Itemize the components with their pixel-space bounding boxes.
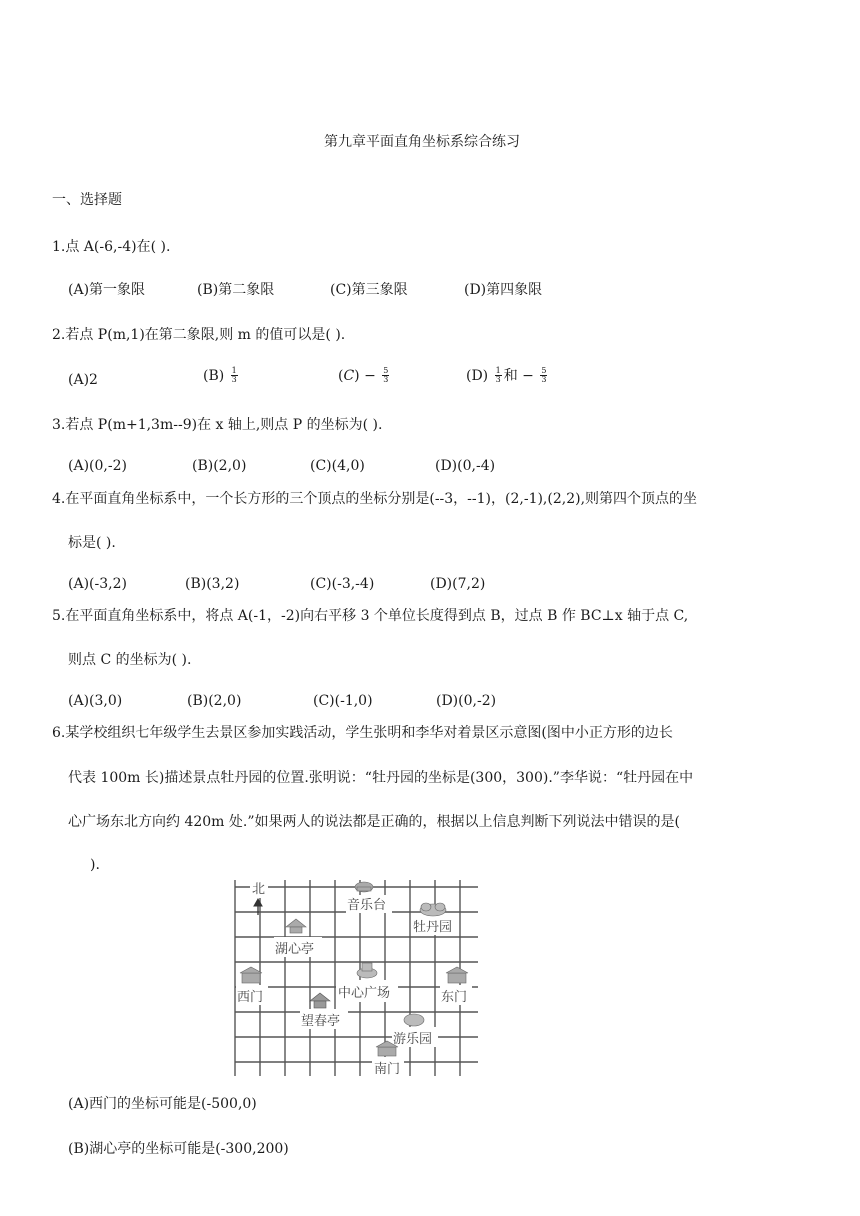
q3-option-a: (A)(0,-2) [68, 458, 127, 474]
q2-option-b [203, 367, 240, 385]
question-3-stem: 3.若点 P(m+1,3m--9)在 x 轴上,则点 P 的坐标为( ). [52, 417, 383, 433]
map-label-amusement-park: 游乐园 [393, 1032, 433, 1047]
question-6-stem-line-3: 心广场东北方向约 420m 处.”如果两人的说法都是正确的，根据以上信息判断下列说法中错误的是( [68, 814, 680, 830]
map-label-lake-pavilion: 湖心亭 [275, 942, 315, 957]
question-6-stem-line-2: 代表 100m 长)描述景点牡丹园的位置.张明说：“牡丹园的坐标是(300，300).”李华说：“牡丹园在中 [68, 770, 694, 786]
q4-option-c: (C)(-3,-4) [310, 576, 375, 592]
west-gate-icon [240, 967, 262, 983]
question-5-stem-line-1: 5.在平面直角坐标系中，将点 A(-1，-2)向右平移 3 个单位长度得到点 B，过点 B 作 BC⊥x 轴于点 C, [52, 608, 689, 624]
fraction-numerator: 1 [495, 366, 501, 375]
q6-option-a: (A)西门的坐标可能是(-500,0) [68, 1096, 257, 1112]
wangchun-pavilion-icon [310, 993, 330, 1008]
fraction-denominator: 3 [541, 375, 547, 385]
question-5-stem-line-2: 则点 C 的坐标为( ). [68, 652, 192, 668]
map-label-south-gate: 南门 [374, 1062, 401, 1077]
map-label-central-square: 中心广场 [338, 986, 391, 1001]
q4-option-a: (A)(-3,2) [68, 576, 127, 592]
q5-option-b: (B)(2,0) [187, 693, 242, 709]
map-label-wangchun-pavilion: 望春亭 [301, 1014, 341, 1029]
east-gate-icon [446, 967, 468, 983]
question-2-stem: 2.若点 P(m,1)在第二象限,则 m 的值可以是( ). [52, 327, 346, 343]
fraction-denominator: 3 [495, 375, 501, 385]
question-1-stem: 1.点 A(-6,-4)在( ). [52, 239, 171, 255]
question-4-stem-line-2: 标是( ). [68, 535, 116, 551]
page-title: 第九章平面直角坐标系综合练习 [324, 134, 520, 150]
music-stage-icon [355, 882, 373, 892]
q2-option-b-label: (B) [203, 367, 225, 384]
q3-option-c: (C)(4,0) [310, 458, 365, 474]
q2-option-d-fraction-2 [540, 367, 547, 385]
q2-option-c-label: (𝐶) − [338, 367, 376, 384]
q1-option-d: (D)第四象限 [464, 282, 543, 298]
q4-option-d: (D)(7,2) [430, 576, 486, 592]
q2-option-d [466, 367, 549, 385]
q4-option-b: (B)(3,2) [185, 576, 240, 592]
fraction-denominator: 3 [383, 375, 389, 385]
question-4-stem-line-1: 4.在平面直角坐标系中，一个长方形的三个顶点的坐标分别是(--3，--1)，(2,-1),(2,2),则第四个顶点的坐 [52, 491, 698, 507]
section-heading: 一、选择题 [52, 192, 122, 208]
q2-option-d-label: (D) [466, 367, 489, 384]
scenic-area-map [232, 877, 484, 1077]
q3-option-b: (B)(2,0) [192, 458, 247, 474]
fraction-numerator: 5 [541, 366, 547, 375]
map-label-music-stage: 音乐台 [347, 898, 387, 913]
q2-option-b-fraction [231, 367, 238, 385]
q5-option-a: (A)(3,0) [68, 693, 123, 709]
q3-option-d: (D)(0,-4) [435, 458, 496, 474]
q6-option-b: (B)湖心亭的坐标可能是(-300,200) [68, 1141, 289, 1157]
q1-option-b: (B)第二象限 [197, 282, 275, 298]
lake-pavilion-icon [286, 919, 306, 933]
q2-option-c [338, 367, 391, 385]
q2-option-c-fraction [382, 367, 389, 385]
peony-garden-icon [420, 903, 446, 916]
fraction-numerator: 5 [383, 366, 389, 375]
q1-option-a: (A)第一象限 [68, 282, 146, 298]
question-6-stem-line-1: 6.某学校组织七年级学生去景区参加实践活动，学生张明和李华对着景区示意图(图中小正方形的边长 [52, 725, 673, 741]
map-label-east-gate: 东门 [441, 990, 468, 1005]
map-label-peony-garden: 牡丹园 [413, 920, 453, 935]
question-6-stem-line-4: ). [90, 857, 100, 873]
q5-option-c: (C)(-1,0) [313, 693, 373, 709]
fraction-numerator: 1 [231, 366, 237, 375]
q1-option-c: (C)第三象限 [330, 282, 408, 298]
fraction-denominator: 3 [231, 375, 237, 385]
amusement-park-icon [404, 1014, 424, 1026]
q2-option-d-fraction-1 [495, 367, 502, 385]
q5-option-d: (D)(0,-2) [436, 693, 497, 709]
map-label-west-gate: 西门 [237, 990, 264, 1005]
q2-option-d-connector: 和 − [503, 367, 534, 384]
q2-option-a: (A)2 [68, 372, 98, 388]
north-label: 北 [252, 882, 266, 897]
